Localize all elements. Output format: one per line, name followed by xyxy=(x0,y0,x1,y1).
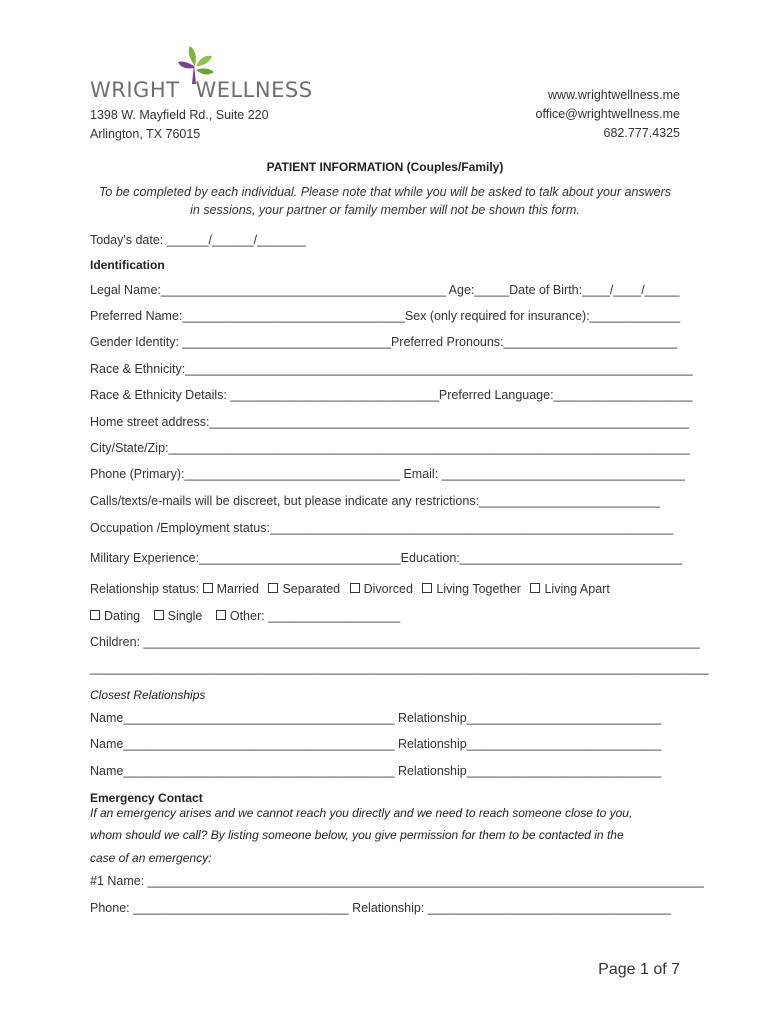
closest-relationship-row[interactable]: Name_______________________________________ Relationship____________________________ xyxy=(90,711,662,725)
preferred-name-field[interactable]: Preferred Name:________________________________Sex (only required for insurance):_____________ xyxy=(90,309,681,323)
emergency-phone-field[interactable]: Phone: _______________________________ Relationship: ___________________________________ xyxy=(90,901,672,915)
race-details-field[interactable]: Race & Ethnicity Details: ______________________________Preferred Language:____________________ xyxy=(90,388,693,402)
checkbox-icon[interactable] xyxy=(154,610,164,620)
address-line1: 1398 W. Mayfield Rd., Suite 220 xyxy=(90,108,269,122)
emergency-line2: whom should we call? By listing someone below, you give permission for them to be contacted in the xyxy=(90,828,624,842)
form-intro xyxy=(60,183,710,219)
phone-email-field[interactable]: Phone (Primary):_______________________________ Email: ___________________________________ xyxy=(90,467,685,481)
phone-number: 682.777.4325 xyxy=(603,126,680,140)
practice-address xyxy=(90,106,269,144)
option-separated[interactable]: Separated xyxy=(268,582,340,596)
checkbox-icon[interactable] xyxy=(422,583,432,593)
website-link[interactable]: www.wrightwellness.me xyxy=(548,88,680,102)
email-link[interactable]: office@wrightwellness.me xyxy=(535,107,680,121)
wright-wellness-logo xyxy=(90,44,313,104)
todays-date-field[interactable]: Today's date: ______/______/_______ xyxy=(90,233,306,247)
option-living-together[interactable]: Living Together xyxy=(422,582,521,596)
relationship-status-row2 xyxy=(90,609,406,623)
logo-wordmark: WRIGHT WELLNESS xyxy=(90,78,313,102)
option-dating[interactable]: Dating xyxy=(90,609,140,623)
children-field[interactable]: Children: ________________________________________________________________________________ xyxy=(90,635,700,649)
practice-contact xyxy=(536,86,680,143)
emergency-contact-heading: Emergency Contact xyxy=(90,791,203,805)
intro-line2: in sessions, your partner or family member will not be shown this form. xyxy=(190,203,580,217)
closest-relationships-heading: Closest Relationships xyxy=(90,688,206,702)
address-line2: Arlington, TX 76015 xyxy=(90,127,201,141)
gender-identity-field[interactable]: Gender Identity: ______________________________Preferred Pronouns:_________________________ xyxy=(90,335,678,349)
checkbox-icon[interactable] xyxy=(203,583,213,593)
identification-heading: Identification xyxy=(90,258,165,272)
checkbox-icon[interactable] xyxy=(530,583,540,593)
military-education-field[interactable]: Military Experience:_____________________________Education:________________________________ xyxy=(90,551,683,565)
home-address-field[interactable]: Home street address:_____________________________________________________________________ xyxy=(90,415,690,429)
emergency-name-field[interactable]: #1 Name: ________________________________________________________________________________ xyxy=(90,874,704,888)
emergency-line1: If an emergency arises and we cannot reach you directly and we need to reach someone close to you, xyxy=(90,806,633,820)
closest-relationship-row[interactable]: Name_______________________________________ Relationship____________________________ xyxy=(90,737,662,751)
checkbox-icon[interactable] xyxy=(350,583,360,593)
race-ethnicity-field[interactable]: Race & Ethnicity:_________________________________________________________________________ xyxy=(90,362,693,376)
closest-relationship-row[interactable]: Name_______________________________________ Relationship____________________________ xyxy=(90,764,662,778)
option-divorced[interactable]: Divorced xyxy=(350,582,413,596)
page-number: Page 1 of 7 xyxy=(598,961,680,978)
intro-line1: To be completed by each individual. Please note that while you will be asked to talk about your answers xyxy=(98,185,672,199)
children-field-line2[interactable]: _________________________________________________________________________________________ xyxy=(90,661,709,675)
city-state-zip-field[interactable]: City/State/Zip:___________________________________________________________________________ xyxy=(90,441,690,455)
legal-name-field[interactable]: Legal Name:_________________________________________ Age:_____Date of Birth:____/____/_____ xyxy=(90,283,680,297)
occupation-field[interactable]: Occupation /Employment status:__________________________________________________________ xyxy=(90,521,674,535)
option-other[interactable]: Other: ___________________ xyxy=(216,609,400,623)
checkbox-icon[interactable] xyxy=(90,610,100,620)
restrictions-field[interactable]: Calls/texts/e-mails will be discreet, but please indicate any restrictions:__________________________ xyxy=(90,494,660,508)
checkbox-icon[interactable] xyxy=(216,610,226,620)
option-married[interactable]: Married xyxy=(203,582,259,596)
relationship-status-row1 xyxy=(90,582,616,596)
checkbox-icon[interactable] xyxy=(268,583,278,593)
emergency-line3: case of an emergency: xyxy=(90,851,212,865)
form-title: PATIENT INFORMATION (Couples/Family) xyxy=(266,160,504,174)
option-single[interactable]: Single xyxy=(154,609,203,623)
option-living-apart[interactable]: Living Apart xyxy=(530,582,609,596)
relationship-status-label: Relationship status: xyxy=(90,582,200,596)
